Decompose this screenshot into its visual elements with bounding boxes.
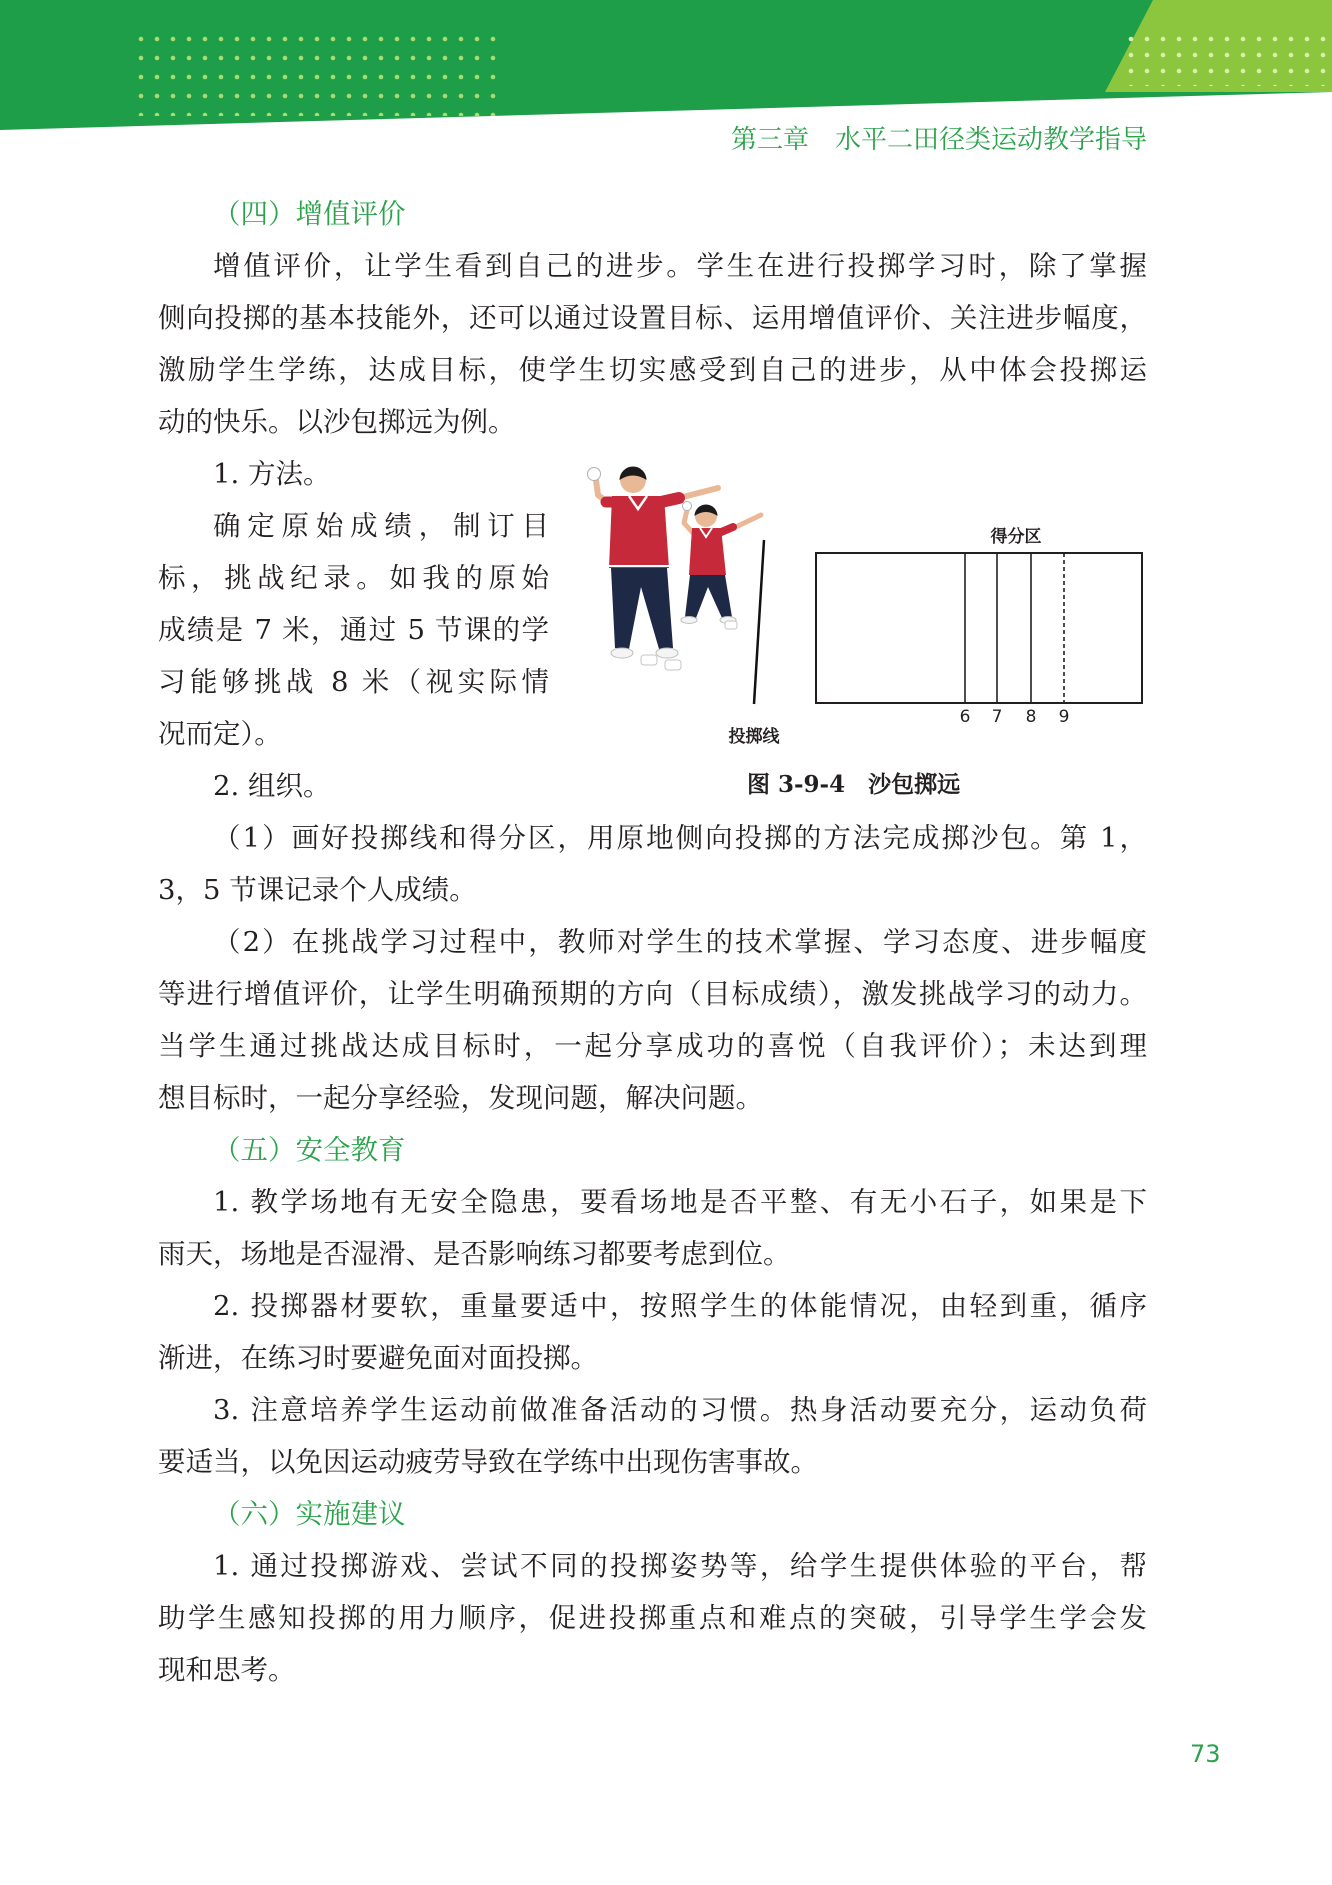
throw-line-label: 投掷线 bbox=[728, 727, 780, 747]
paragraph-line: 标，挑战纪录。如我的原始 bbox=[158, 562, 549, 594]
paragraph-line: （2）在挑战学习过程中，教师对学生的技术掌握、学习态度、进步幅度 bbox=[213, 926, 1147, 958]
paragraph-line: 况而定）。 bbox=[158, 718, 282, 750]
student-back-ball-arm bbox=[684, 510, 693, 533]
distance-mark: 9 bbox=[1058, 707, 1070, 727]
header-banner bbox=[0, 0, 1332, 140]
sandbag-in-hand bbox=[683, 502, 692, 511]
page-number: 73 bbox=[1190, 1740, 1221, 1768]
field-outline bbox=[816, 553, 1142, 703]
student-back-pants bbox=[685, 575, 732, 618]
paragraph-line: 想目标时，一起分享经验，发现问题，解决问题。 bbox=[158, 1082, 763, 1114]
figure-sandbag-throw bbox=[585, 455, 1147, 755]
body-text bbox=[158, 188, 1147, 1696]
sandbag bbox=[665, 660, 681, 670]
section-heading: （四）增值评价 bbox=[213, 198, 406, 230]
list-item-line: 3. 注意培养学生运动前做准备活动的习惯。热身活动要充分，运动负荷 bbox=[213, 1394, 1147, 1426]
paragraph-line: 习能够挑战 8 米（视实际情 bbox=[158, 666, 549, 698]
student-front-shoe bbox=[611, 648, 633, 658]
student-back bbox=[681, 502, 761, 624]
subheading-method: 1. 方法。 bbox=[213, 458, 331, 490]
list-item-line: 助学生感知投掷的用力顺序，促进投掷重点和难点的突破，引导学生学会发 bbox=[158, 1602, 1147, 1634]
paragraph-line: 3，5 节课记录个人成绩。 bbox=[158, 874, 477, 906]
list-item-line: 1. 通过投掷游戏、尝试不同的投掷姿势等，给学生提供体验的平台，帮 bbox=[213, 1550, 1147, 1582]
list-item-line: 渐进，在练习时要避免面对面投掷。 bbox=[158, 1342, 598, 1374]
paragraph-line: 成绩是 7 米，通过 5 节课的学 bbox=[158, 614, 549, 646]
chapter-title: 第三章 水平二田径类运动教学指导 bbox=[730, 125, 1147, 155]
sandbag bbox=[641, 655, 657, 665]
distance-mark: 6 bbox=[959, 707, 971, 727]
list-item-line: 1. 教学场地有无安全隐患，要看场地是否平整、有无小石子，如果是下 bbox=[213, 1186, 1147, 1218]
paragraph-line: 动的快乐。以沙包掷远为例。 bbox=[158, 406, 516, 438]
list-item-line: 现和思考。 bbox=[158, 1654, 296, 1686]
paragraph-line: 确定原始成绩，制订目 bbox=[213, 510, 549, 542]
scoring-zone-label: 得分区 bbox=[990, 527, 1042, 547]
student-back-shoe bbox=[681, 617, 697, 624]
distance-mark: 8 bbox=[1025, 707, 1037, 727]
list-item-line: 2. 投掷器材要软，重量要适中，按照学生的体能情况，由轻到重，循序 bbox=[213, 1290, 1147, 1322]
paragraph-line: （1）画好投掷线和得分区，用原地侧向投掷的方法完成掷沙包。第 1， bbox=[213, 822, 1147, 854]
header-dot-grid-left bbox=[138, 36, 506, 116]
list-item-line: 雨天，场地是否湿滑、是否影响练习都要考虑到位。 bbox=[158, 1238, 791, 1270]
header-dot-grid-right bbox=[1128, 36, 1328, 86]
student-front-pants bbox=[611, 568, 673, 649]
distance-mark: 7 bbox=[991, 707, 1003, 727]
figure-caption: 图 3-9-4 沙包掷远 bbox=[747, 771, 961, 798]
student-front-shoe bbox=[656, 648, 678, 658]
paragraph-line: 增值评价，让学生看到自己的进步。学生在进行投掷学习时，除了掌握 bbox=[213, 250, 1147, 282]
paragraph-line: 激励学生学练，达成目标，使学生切实感受到自己的进步，从中体会投掷运 bbox=[158, 354, 1147, 386]
sandbag bbox=[725, 621, 737, 629]
paragraph-line: 等进行增值评价，让学生明确预期的方向（目标成绩），激发挑战学习的动力。 bbox=[158, 978, 1147, 1010]
list-item-line: 要适当，以免因运动疲劳导致在学练中出现伤害事故。 bbox=[158, 1446, 818, 1478]
paragraph-line: 当学生通过挑战达成目标时，一起分享成功的喜悦（自我评价）；未达到理 bbox=[158, 1030, 1147, 1062]
sandbag-in-hand bbox=[588, 468, 601, 481]
subheading-organization: 2. 组织。 bbox=[213, 770, 331, 802]
paragraph-line: 侧向投掷的基本技能外，还可以通过设置目标、运用增值评价、关注进步幅度， bbox=[158, 302, 1147, 334]
section-heading: （六）实施建议 bbox=[213, 1498, 406, 1530]
throwing-line bbox=[754, 540, 764, 704]
section-heading: （五）安全教育 bbox=[213, 1134, 406, 1166]
